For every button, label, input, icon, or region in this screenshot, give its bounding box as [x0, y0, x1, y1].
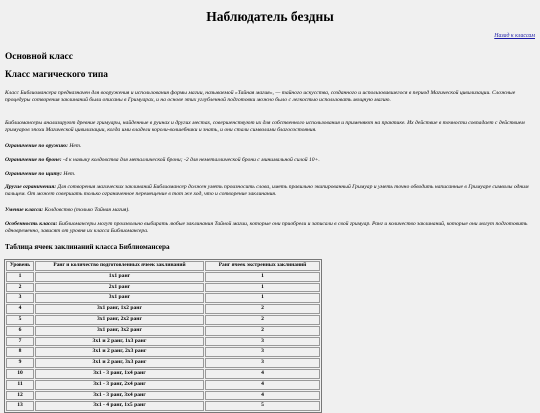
level-cell: 9	[6, 358, 34, 368]
class-lore: Библиомансеры анализируют древние гримуары, найденные в руинах и других местах, совершенствуют их для собственного использования и применяют на практике. Их действие в точности совпадает с действием гримуаров эпохи Магической цивилизации, когда ими владели короли-волшебники и знать, и они стали символами благосостояния.	[5, 120, 525, 133]
prepared-slots-cell: 3x1 - 3 ранг, 1x4 ранг	[35, 369, 204, 379]
level-cell: 5	[6, 315, 34, 325]
column-header-level: Уровень	[6, 261, 34, 271]
emergency-slot-cell: 4	[205, 380, 320, 390]
page-title: Наблюдатель бездны	[206, 9, 334, 24]
level-cell: 3	[6, 293, 34, 303]
class-feature-label: Особенность класса:	[5, 221, 58, 227]
other-restrictions-label: Другие ограничения:	[5, 184, 57, 190]
section-heading-magic: Класс магического типа	[5, 70, 108, 80]
table-row	[6, 337, 320, 347]
class-skill-label: Умение класса:	[5, 207, 44, 213]
table-header-row	[6, 261, 320, 271]
emergency-slot-cell: 1	[205, 283, 320, 293]
shield-restriction	[5, 171, 535, 178]
emergency-slot-cell: 3	[205, 347, 320, 357]
emergency-slot-cell: 2	[205, 326, 320, 336]
class-skill	[5, 207, 535, 214]
weapon-restriction-value: Нет.	[69, 143, 82, 149]
armor-restriction-value: -4 к навыку колдовства для металлической брони; -2 для неметаллической брони с минимальной силой 10+.	[62, 157, 320, 163]
table-row	[6, 326, 320, 336]
table-row	[6, 293, 320, 303]
emergency-slot-cell: 3	[205, 358, 320, 368]
prepared-slots-cell: 3x1 ранг	[35, 293, 204, 303]
table-row	[6, 347, 320, 357]
weapon-restriction-label: Ограничение по оружию:	[5, 143, 68, 149]
prepared-slots-cell: 3x1 и 2 ранг, 1x3 ранг	[35, 337, 204, 347]
prepared-slots-cell: 3x1 - 4 ранг, 1x5 ранг	[35, 401, 204, 411]
level-cell: 6	[6, 326, 34, 336]
shield-restriction-value: Нет.	[63, 171, 76, 177]
prepared-slots-cell: 3x1 ранг, 3x2 ранг	[35, 326, 204, 336]
weapon-restriction	[5, 143, 535, 150]
prepared-slots-cell: 3x1 ранг, 2x2 ранг	[35, 315, 204, 325]
level-cell: 11	[6, 380, 34, 390]
table-row	[6, 272, 320, 282]
table-title: Таблица ячеек заклинаний класса Библиомансера	[5, 243, 170, 251]
table-row	[6, 315, 320, 325]
class-description: Класс Библиомансера предназначен для вооружения и использования формы магии, называемой «Тайная магия», — тайного искусства, созданного и использовавшегося в период Магической цивилизации. Сложные процедуры сотворения заклинаний были описаны в Гримуарах, и на основе этих углубленной подготовки можно было с легкостью использовать мощную магию.	[5, 90, 516, 103]
class-skill-value: Колдовство (только Тайная магия).	[44, 207, 130, 213]
other-restrictions-value: Для сотворения магических заклинаний Библиомансер должен уметь произносить слова, иметь правильно экипированный Гримуар и уметь точно обводить написанные в Гримуаре символы одним пальцем. От может совершать только ограниченное перемещение в тот же ход, что и сотворение заклинания.	[5, 184, 529, 197]
level-cell: 8	[6, 347, 34, 357]
emergency-slot-cell: 1	[205, 293, 320, 303]
back-to-classes-link[interactable]: Назад к классам	[494, 33, 535, 39]
prepared-slots-cell: 3x1 - 3 ранг, 2x4 ранг	[35, 380, 204, 390]
prepared-slots-cell: 2x1 ранг	[35, 283, 204, 293]
table-row	[6, 380, 320, 390]
emergency-slot-cell: 2	[205, 315, 320, 325]
emergency-slot-cell: 5	[205, 401, 320, 411]
table-row	[6, 391, 320, 401]
armor-restriction-label: Ограничение по броне:	[5, 157, 62, 163]
prepared-slots-cell: 3x1 ранг, 1x2 ранг	[35, 304, 204, 314]
emergency-slot-cell: 2	[205, 304, 320, 314]
table-body	[6, 272, 320, 411]
emergency-slot-cell: 4	[205, 391, 320, 401]
prepared-slots-cell: 1x1 ранг	[35, 272, 204, 282]
table-row	[6, 401, 320, 411]
emergency-slot-cell: 4	[205, 369, 320, 379]
prepared-slots-cell: 3x1 и 2 ранг, 3x3 ранг	[35, 358, 204, 368]
spell-slots-table	[4, 259, 322, 413]
table-row	[6, 358, 320, 368]
level-cell: 2	[6, 283, 34, 293]
shield-restriction-label: Ограничение по щиту:	[5, 171, 62, 177]
level-cell: 4	[6, 304, 34, 314]
column-header-emergency-slots: Ранг ячеек экстренных заклинаний	[205, 261, 320, 271]
table-row	[6, 283, 320, 293]
armor-restriction	[5, 157, 535, 164]
prepared-slots-cell: 3x1 - 3 ранг, 3x4 ранг	[35, 391, 204, 401]
table-row	[6, 304, 320, 314]
class-feature	[5, 221, 535, 235]
class-feature-value: Библиомансеры могут произвольно выбирать любые заклинания Тайной магии, которые они приобрели и записали в свой гримуар. Ранг и количество заклинаний, которые они могут подготовить одновременно, зависят от уровня их класса Библиомансера.	[5, 221, 528, 234]
section-heading-base: Основной класс	[5, 52, 73, 62]
level-cell: 12	[6, 391, 34, 401]
prepared-slots-cell: 3x1 и 2 ранг, 2x3 ранг	[35, 347, 204, 357]
level-cell: 7	[6, 337, 34, 347]
level-cell: 10	[6, 369, 34, 379]
column-header-prepared-slots: Ранг и количество подготовленных ячеек заклинаний	[35, 261, 204, 271]
table-row	[6, 369, 320, 379]
other-restrictions	[5, 184, 535, 198]
level-cell: 1	[6, 272, 34, 282]
emergency-slot-cell: 3	[205, 337, 320, 347]
level-cell: 13	[6, 401, 34, 411]
emergency-slot-cell: 1	[205, 272, 320, 282]
